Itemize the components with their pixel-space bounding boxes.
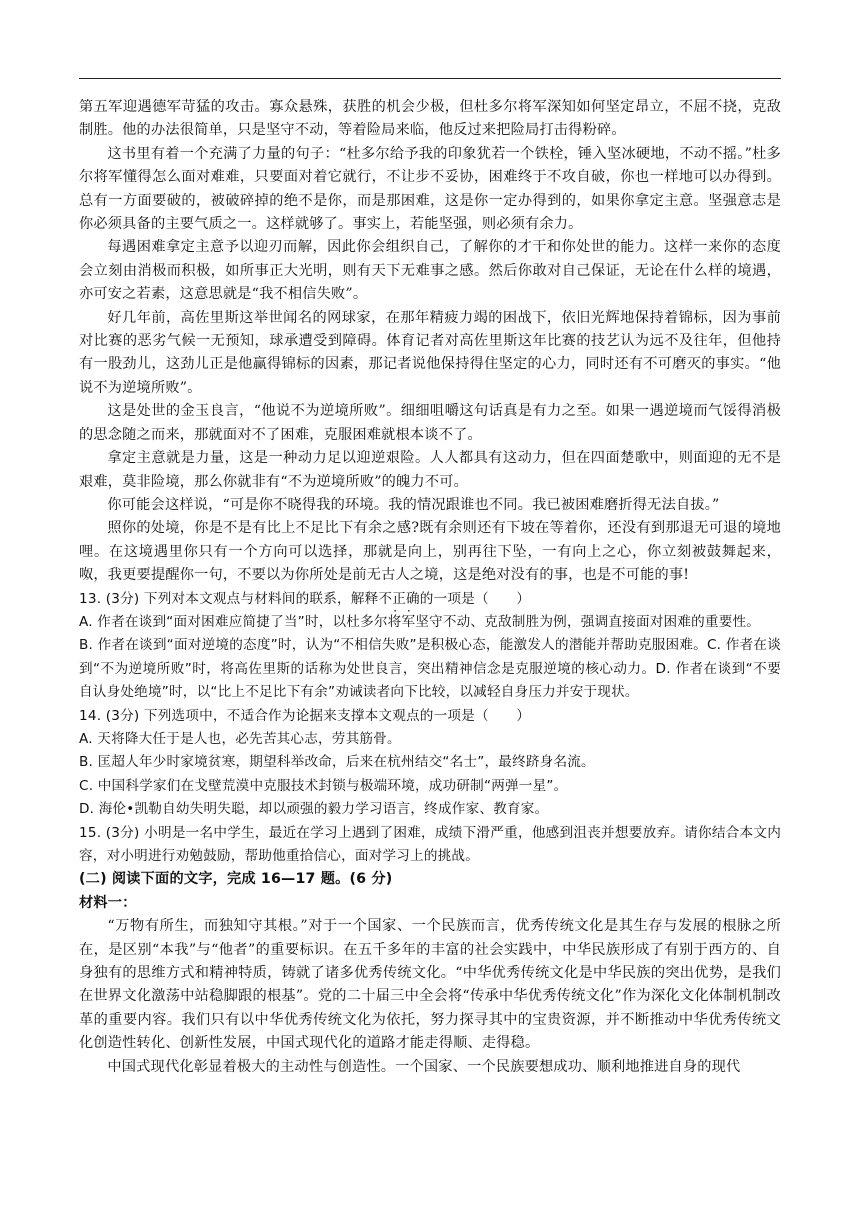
section-2-heading: (二) 阅读下面的文字，完成 16—17 题。(6 分) [79,871,393,888]
passage-paragraph: 这是处世的金玉良言，“他说不为逆境所败”。细细咀嚼这句话真是有力之至。如果一遇逆境而气馁得消极的思念随之而来，那就面对不了困难，克服困难就根本谈不了。 [79,403,781,443]
question-13 [79,588,781,705]
question-14-option-c: C. 中国科学家们在戈壁荒漠中克服技术封锁与极端环境，成功研制“两弹一星”。 [79,777,568,794]
question-13-stem-end: 的一项是（ ） [419,590,531,607]
material-paragraph: 中国式现代化彰显着极大的主动性与创造性。一个国家、一个民族要想成功、顺利地推进自身的现代 [107,1058,741,1075]
header-rule [79,78,781,79]
question-15-stem: 15. (3分) 小明是一名中学生，最近在学习上遇到了困难，成绩下滑严重，他感到沮丧并想要放弃。请你结合本文内容，对小明进行劝勉鼓励，帮助他重拾信心，面对学习上的挑战。 [79,824,781,864]
question-13-stem-start: 13. (3分) 下列对本文观点与材料间的联系，解释不 [79,590,393,607]
question-14-option-b: B. 匡超人年少时家境贫寒，期望科举改命，后来在杭州结交“名士”，最终跻身名流。 [79,754,595,771]
question-14-option-d: D. 海伦•凯勒自幼失明失聪，却以顽强的毅力学习语言，终成作家、教育家。 [79,801,549,818]
passage-paragraph: 第五军迎遇德军苛猛的攻击。寡众悬殊，获胜的机会少极，但杜多尔将军深知如何坚定昂立，不屈不挠，克敌制胜。他的办法很简单，只是坚守不动，等着险局来临，他反过来把险局打击得粉碎。 [79,99,781,139]
question-13-option-a: A. 作者在谈到“面对困难应简捷了当”时，以杜多尔将军坚守不动、克敌制胜为例，强调直接面对困难的重要性。 [79,613,761,630]
passage-paragraph: 每遇困难拿定主意予以迎刃而解，因此你会组织自己，了解你的才干和你处世的能力。这样一来你的态度会立刻由消极而积极，如所事正大光明，则有天下无难事之感。然后你敢对自己保证，无论在什么样的境遇，亦可安之若素，这意思就是“我不相信失败”。 [79,239,781,303]
reading-passage [79,96,781,588]
question-13-stem [79,588,781,611]
material-paragraph: “万物有所生，而独知守其根。”对于一个国家、一个民族而言，优秀传统文化是其生存与发展的根脉之所在，是区别“本我”与“他者”的重要标识。在五千多年的丰富的社会实践中，中华民族形成了有别于西方的、自身独有的思维方式和精神特质，铸就了诸多优秀传统文化。“中华优秀传统文化是中华民族的突出优势，是我们在世界文化激荡中站稳脚跟的根基”。党的二十届三中全会将“传承中华优秀传统文化”作为深化文化体制机制改革的重要内容。我们只有以中华优秀传统文化为依托，努力探寻其中的宝贵资源，并不断推动中华优秀传统文化创造性转化、创新性发展，中国式现代化的道路才能走得顺、走得稳。 [79,918,781,1052]
emphasis-dotted-text: 正确 · · [392,591,420,607]
question-14-stem: 14. (3分) 下列选项中，不适合作为论据来支撑本文观点的一项是（ ） [79,707,531,724]
question-15 [79,822,781,869]
material-1-label: 材料一： [79,894,137,911]
passage-paragraph: 拿定主意就是力量，这是一种动力足以迎逆艰险。人人都具有这动力，但在四面楚歌中，则面迎的无不是艰难，莫非险境，那么你就非有“不为逆境所败”的魄力不可。 [79,450,781,490]
passage-paragraph: 这书里有着一个充满了力量的句子：“杜多尔给予我的印象犹若一个铁栓，锤入坚冰硬地，不动不摇。”杜多尔将军懂得怎么面对难难，只要面对着它就行，不让步不妥协，困难终于不攻自破，你也一样地可以办得到。总有一方面要破的，被破碎掉的绝不是你，而是那困难，这是你一定办得到的，如果你拿定主意。坚强意志是你必须具备的主要气质之一。这样就够了。事实上，若能坚强，则必须有余力。 [79,145,781,233]
passage-paragraph: 照你的处境，你是不是有比上不足比下有余之感?既有余则还有下坡在等着你，还没有到那退无可退的境地哩。在这境遇里你只有一个方向可以选择，那就是向上，别再往下坠，一有向上之心，你立刻被鼓舞起来，呶，我更要提醒你一句，不要以为你所处是前无古人之境，这是绝对没有的事，也是不可能的事! [79,520,781,584]
question-14 [79,705,781,822]
section-2 [79,868,781,1079]
question-13-options-bcd: B. 作者在谈到“面对逆境的态度”时，认为“不相信失败”是积极心态，能激发人的潜能并帮助克服困难。C. 作者在谈到“不为逆境所败”时，将高佐里斯的话称为处世良言，突出精神信念是克服逆境的核心动力。D. 作者在谈到“不要自认身处绝境”时，以“比上不足比下有余”劝诫读者向下比较，以减轻自身压力并安于现状。 [79,637,781,701]
passage-paragraph: 你可能会这样说，“可是你不晓得我的环境。我的情况跟谁也不同。我已被困难磨折得无法自拔。” [107,496,720,513]
question-14-option-a: A. 天将降大任于是人也，必先苦其心志，劳其筋骨。 [79,730,401,747]
document-body [79,96,781,1079]
passage-paragraph: 好几年前，高佐里斯这举世闻名的网球家，在那年精疲力竭的困战下，依旧光辉地保持着锦标，因为事前对比赛的恶劣气候一无预知，球承遭受到障碍。体育记者对高佐里斯这年比赛的技艺认为远不及往年，但他持有一股劲儿，这劲儿正是他赢得锦标的因素，那记者说他保持得住坚定的心力，同时还有不可磨灭的事实。“他说不为逆境所败”。 [79,309,781,396]
